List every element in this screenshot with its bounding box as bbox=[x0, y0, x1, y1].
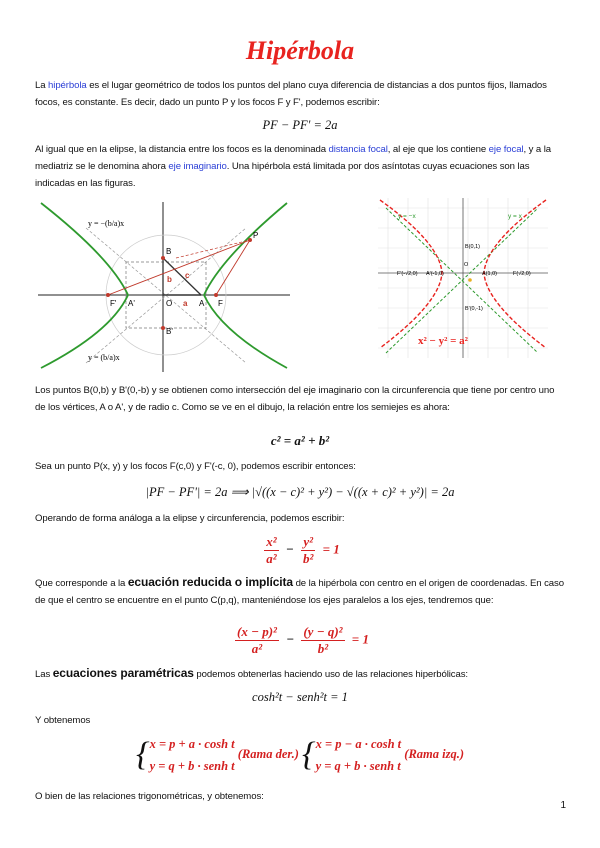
numerator: (x − p)² bbox=[237, 624, 277, 639]
text: de la hipérbola con centro en el origen de coordenadas. En caso de que el centro se encuentre en el punto C(p,q), manteniéndose los ejes paralelos a los ejes, tendremos que: bbox=[35, 578, 564, 606]
link-hiperbola[interactable]: hipérbola bbox=[48, 80, 87, 91]
label-F: F(√2,0) bbox=[513, 271, 531, 277]
text: La bbox=[35, 80, 49, 91]
eq-row: y = q + b · senh t bbox=[149, 759, 235, 773]
paragraph-operating: Operando de forma análoga a la elipse y circunferencia, podemos escribir: bbox=[35, 513, 345, 524]
paragraph-semiaxes: Los puntos B(0,b) y B'(0,-b) y se obtienen como intersección del eje imaginario con la circunferencia que tiene por centro uno de los vértices, A o A', y de radio c. Como se ve en el dibujo, la relación entre los semiejes es ahora: bbox=[35, 385, 555, 413]
numerator: (y − q)² bbox=[303, 624, 343, 639]
text: Al igual que en la elipse, la distancia entre los focos es la denominada bbox=[35, 144, 329, 155]
text: es el lugar geométrico de todos los puntos del plano cuya diferencia de distancias a dos puntos fijos, llamados focos, es constante. Es decir, dado un punto P y los focos F y F', podemos escribir: bbox=[35, 80, 547, 108]
asymptote-top-label: y = −(b/a)x bbox=[88, 219, 125, 228]
text: , y a la mediatriz se le denomina ahora bbox=[35, 144, 551, 172]
page-title: Hipérbola bbox=[245, 36, 355, 65]
label-O: O bbox=[166, 299, 173, 308]
label-A: A(1,0) bbox=[482, 271, 497, 277]
equation-reduced-center: $\frac{\text{(x − p)²}}{\text{a²}}$ − $\frac{\text{(y − q)²}}{\text{b²}}$ = 1 bbox=[237, 624, 369, 656]
link-distancia-focal[interactable]: distancia focal bbox=[328, 144, 388, 155]
label-P: P bbox=[253, 231, 259, 240]
equation-reduced: $\frac{\text{x²}}{\text{a²}}$ − $\frac{\text{y²}}{\text{b²}}$ = 1 bbox=[266, 534, 340, 566]
point-F bbox=[214, 293, 218, 297]
denominator: b² bbox=[302, 551, 314, 566]
text: Que corresponde a la bbox=[35, 578, 128, 589]
eq-row: x = p + a · cosh t bbox=[149, 737, 235, 751]
numerator: x² bbox=[266, 534, 277, 549]
page-number: 1 bbox=[560, 800, 566, 811]
label-B: B(0,1) bbox=[465, 244, 480, 250]
paragraph-trig: O bien de las relaciones trigonométricas, y obtenemos: bbox=[35, 791, 264, 802]
branch-left-label: (Rama izq.) bbox=[404, 746, 465, 761]
label-F-prime: F' bbox=[110, 299, 117, 308]
figure-equilateral-hyperbola bbox=[378, 198, 548, 358]
paragraph-focal bbox=[35, 141, 565, 192]
equation-semiaxes: c² = a² + b² bbox=[270, 433, 330, 448]
point-F-prime bbox=[106, 293, 110, 297]
rhs: = 1 bbox=[322, 541, 340, 557]
bold-term: ecuación reducida o implícita bbox=[127, 575, 293, 589]
paragraph-parametric bbox=[35, 665, 565, 683]
link-eje-focal[interactable]: eje focal bbox=[488, 144, 524, 155]
label-O: O bbox=[464, 262, 469, 268]
branch-right-label: (Rama der.) bbox=[237, 746, 299, 761]
paragraph-point: Sea un punto P(x, y) y los focos F(c,0) y F'(-c, 0), podemos escribir entonces: bbox=[35, 461, 356, 472]
denominator: a² bbox=[251, 641, 263, 656]
text: . Una hipérbola está limitada por dos asíntotas cuyas ecuaciones son las indicadas en las figuras. bbox=[35, 161, 530, 189]
text: podemos obtenerlas haciendo uso de las relaciones hiperbólicas: bbox=[193, 669, 468, 680]
equation-label: x² − y² = a² bbox=[418, 335, 468, 347]
denominator: a² bbox=[266, 551, 277, 566]
rhs: = 1 bbox=[351, 631, 369, 647]
numerator: y² bbox=[301, 534, 315, 551]
link-eje-imaginario[interactable]: eje imaginario bbox=[168, 161, 227, 172]
denominator: b² bbox=[317, 641, 329, 656]
text: Las bbox=[35, 669, 53, 680]
label-A-prime: A' bbox=[128, 299, 135, 308]
label-A: A bbox=[199, 299, 205, 308]
label-b: b bbox=[167, 275, 172, 284]
figure-hyperbola-general bbox=[36, 198, 292, 374]
asymptote-right-label: y = x bbox=[508, 213, 522, 220]
equation-distance: |PF − PF'| = 2a ⟹ |√((x − c)² + y²) − √((x + c)² + y²)| = 2a bbox=[145, 485, 455, 499]
label-B-prime: B'(0,-1) bbox=[465, 306, 483, 312]
label-c: c bbox=[185, 271, 190, 280]
label-a: a bbox=[183, 299, 188, 308]
eq-row: y = q + b · senh t bbox=[315, 759, 401, 773]
label-F-prime: F'(-√2,0) bbox=[397, 271, 418, 277]
eq-row: x = p − a · cosh t bbox=[315, 737, 402, 751]
point-origin bbox=[468, 278, 472, 282]
paragraph-definition bbox=[35, 77, 565, 111]
point-P bbox=[248, 238, 252, 242]
equation-parametric: {x = p + a · cosh t y = q + b · senh t (Rama der.) {x = p − a · cosh t y = q + b · senh t (Rama izq.) bbox=[135, 736, 465, 773]
label-B-prime: B' bbox=[166, 327, 173, 336]
bold-term: ecuaciones paramétricas bbox=[52, 666, 194, 680]
equation-hyperbolic-identity: cosh²t − senh²t = 1 bbox=[252, 690, 348, 704]
label-A-prime: A'(-1,0) bbox=[426, 271, 444, 277]
asymptote-bottom-label: y = (b/a)x bbox=[88, 353, 120, 362]
label-F: F bbox=[218, 299, 223, 308]
point-B-prime bbox=[161, 326, 165, 330]
text: , al eje que los contiene bbox=[387, 144, 489, 155]
paragraph-obtain: Y obtenemos bbox=[35, 715, 91, 726]
label-B: B bbox=[166, 247, 172, 256]
asymptote-left-label: y = −x bbox=[398, 213, 416, 220]
paragraph-reduced bbox=[35, 574, 565, 609]
point-B bbox=[161, 256, 165, 260]
equation-definition: PF − PF' = 2a bbox=[262, 118, 338, 132]
